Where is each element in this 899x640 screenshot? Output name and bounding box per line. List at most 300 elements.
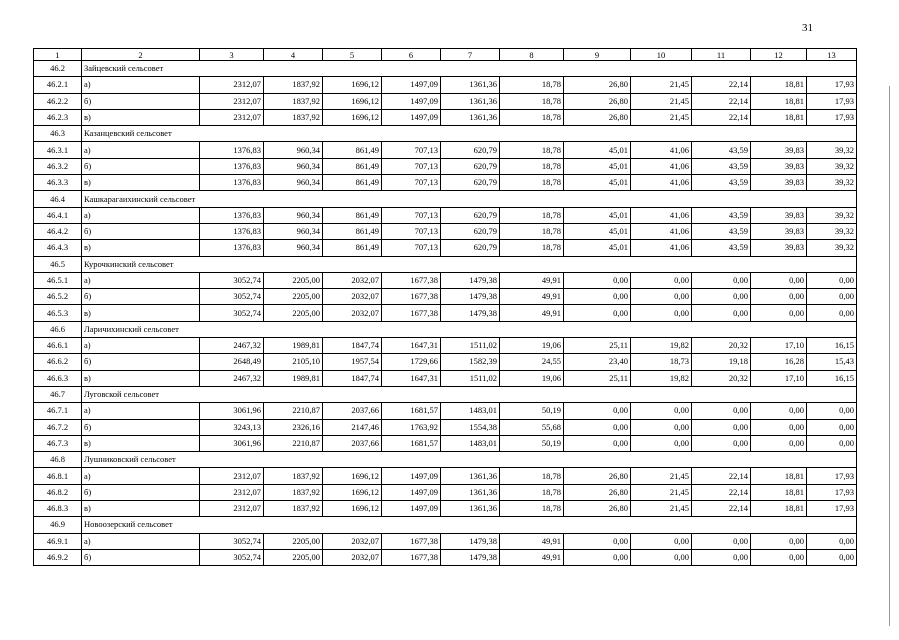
row-label: в) [82,175,200,191]
value-cell: 1647,31 [382,370,441,386]
value-cell: 18,78 [500,77,564,93]
value-cell: 3052,74 [200,305,264,321]
value-cell: 1696,12 [323,109,382,125]
value-cell: 0,00 [692,419,751,435]
value-cell: 0,00 [692,289,751,305]
value-cell: 18,81 [751,109,807,125]
row-label: в) [82,109,200,125]
value-cell: 2205,00 [264,272,323,288]
value-cell: 707,13 [382,240,441,256]
value-cell: 0,00 [807,272,857,288]
row-id: 46.4.2 [34,223,82,239]
value-cell: 1677,38 [382,549,441,565]
value-cell: 17,10 [751,338,807,354]
value-cell: 17,93 [807,109,857,125]
value-cell: 0,00 [751,289,807,305]
value-cell: 2205,00 [264,549,323,565]
value-cell: 3052,74 [200,289,264,305]
page-edge-line [889,86,890,626]
value-cell: 861,49 [323,240,382,256]
section-row [34,191,857,207]
value-cell: 19,18 [692,354,751,370]
value-cell: 50,19 [500,403,564,419]
value-cell: 620,79 [441,207,500,223]
value-cell: 1479,38 [441,305,500,321]
value-cell: 0,00 [807,289,857,305]
value-cell: 19,82 [631,370,692,386]
row-label: б) [82,223,200,239]
value-cell: 0,00 [751,435,807,451]
value-cell: 49,91 [500,272,564,288]
value-cell: 22,14 [692,77,751,93]
value-cell: 26,80 [564,484,631,500]
table-row [34,403,857,419]
value-cell: 18,78 [500,158,564,174]
value-cell: 2326,16 [264,419,323,435]
row-id: 46.3.1 [34,142,82,158]
value-cell: 25,11 [564,370,631,386]
table-row [34,533,857,549]
row-label: а) [82,207,200,223]
value-cell: 18,78 [500,207,564,223]
section-title: Курочкинский сельсовет [82,256,857,272]
value-cell: 0,00 [751,403,807,419]
value-cell: 18,73 [631,354,692,370]
value-cell: 3061,96 [200,403,264,419]
value-cell: 0,00 [564,289,631,305]
value-cell: 19,06 [500,370,564,386]
value-cell: 0,00 [751,419,807,435]
value-cell: 39,83 [751,175,807,191]
value-cell: 0,00 [751,305,807,321]
value-cell: 0,00 [631,549,692,565]
value-cell: 1696,12 [323,484,382,500]
value-cell: 861,49 [323,207,382,223]
value-cell: 1376,83 [200,175,264,191]
value-cell: 22,14 [692,109,751,125]
column-header: 2 [82,49,200,61]
value-cell: 25,11 [564,338,631,354]
value-cell: 2032,07 [323,305,382,321]
table-row [34,305,857,321]
row-id: 46.3.3 [34,175,82,191]
value-cell: 861,49 [323,142,382,158]
row-id: 46.8.2 [34,484,82,500]
value-cell: 1837,92 [264,484,323,500]
value-cell: 43,59 [692,240,751,256]
value-cell: 0,00 [692,403,751,419]
row-id: 46.7.1 [34,403,82,419]
value-cell: 1497,09 [382,501,441,517]
value-cell: 1376,83 [200,142,264,158]
value-cell: 0,00 [751,272,807,288]
value-cell: 0,00 [564,403,631,419]
value-cell: 43,59 [692,158,751,174]
value-cell: 22,14 [692,93,751,109]
value-cell: 2312,07 [200,109,264,125]
value-cell: 45,01 [564,175,631,191]
value-cell: 1837,92 [264,77,323,93]
value-cell: 0,00 [631,305,692,321]
table-row [34,158,857,174]
value-cell: 39,83 [751,223,807,239]
value-cell: 43,59 [692,207,751,223]
header-row [34,49,857,61]
value-cell: 1511,02 [441,338,500,354]
value-cell: 39,32 [807,240,857,256]
row-label: б) [82,484,200,500]
value-cell: 1554,38 [441,419,500,435]
row-label: б) [82,93,200,109]
table-row [34,142,857,158]
table-row [34,549,857,565]
value-cell: 0,00 [631,403,692,419]
row-label: в) [82,240,200,256]
table-row [34,338,857,354]
row-id: 46.5.1 [34,272,82,288]
value-cell: 1479,38 [441,289,500,305]
value-cell: 620,79 [441,240,500,256]
value-cell: 18,78 [500,223,564,239]
value-cell: 39,32 [807,142,857,158]
value-cell: 1483,01 [441,435,500,451]
row-id: 46.2 [34,61,82,77]
value-cell: 18,78 [500,142,564,158]
value-cell: 0,00 [631,435,692,451]
table-row [34,109,857,125]
value-cell: 2210,87 [264,403,323,419]
value-cell: 2312,07 [200,484,264,500]
value-cell: 0,00 [751,549,807,565]
page-number: 31 [802,22,813,34]
value-cell: 21,45 [631,484,692,500]
value-cell: 0,00 [692,435,751,451]
value-cell: 2032,07 [323,289,382,305]
value-cell: 22,14 [692,501,751,517]
row-label: а) [82,272,200,288]
row-id: 46.9.1 [34,533,82,549]
value-cell: 2312,07 [200,468,264,484]
value-cell: 960,34 [264,207,323,223]
table-row [34,93,857,109]
value-cell: 18,81 [751,77,807,93]
table-row [34,77,857,93]
row-label: а) [82,338,200,354]
value-cell: 620,79 [441,158,500,174]
section-title: Луговской сельсовет [82,386,857,402]
value-cell: 707,13 [382,207,441,223]
value-cell: 1376,83 [200,207,264,223]
value-cell: 16,15 [807,370,857,386]
value-cell: 26,80 [564,93,631,109]
value-cell: 0,00 [631,533,692,549]
table-row [34,289,857,305]
value-cell: 3052,74 [200,272,264,288]
value-cell: 2205,00 [264,305,323,321]
value-cell: 2467,32 [200,338,264,354]
section-title: Ларичихинский сельсовет [82,321,857,337]
row-label: б) [82,549,200,565]
value-cell: 18,78 [500,501,564,517]
row-id: 46.6.2 [34,354,82,370]
value-cell: 1497,09 [382,484,441,500]
column-header: 10 [631,49,692,61]
value-cell: 1479,38 [441,272,500,288]
value-cell: 1696,12 [323,93,382,109]
value-cell: 39,83 [751,240,807,256]
value-cell: 0,00 [564,305,631,321]
value-cell: 18,81 [751,484,807,500]
value-cell: 960,34 [264,142,323,158]
value-cell: 1483,01 [441,403,500,419]
value-cell: 39,32 [807,207,857,223]
value-cell: 21,45 [631,93,692,109]
row-id: 46.7.3 [34,435,82,451]
value-cell: 1847,74 [323,370,382,386]
row-id: 46.8 [34,452,82,468]
value-cell: 1847,74 [323,338,382,354]
value-cell: 1837,92 [264,109,323,125]
row-id: 46.6.1 [34,338,82,354]
row-label: а) [82,142,200,158]
value-cell: 1729,66 [382,354,441,370]
value-cell: 0,00 [807,305,857,321]
value-cell: 26,80 [564,468,631,484]
value-cell: 17,93 [807,501,857,517]
value-cell: 1497,09 [382,468,441,484]
column-header: 9 [564,49,631,61]
value-cell: 2205,00 [264,289,323,305]
section-row [34,61,857,77]
row-id: 46.2.1 [34,77,82,93]
value-cell: 1376,83 [200,158,264,174]
row-id: 46.2.2 [34,93,82,109]
section-row [34,517,857,533]
value-cell: 2032,07 [323,549,382,565]
value-cell: 23,40 [564,354,631,370]
value-cell: 1361,36 [441,501,500,517]
value-cell: 20,32 [692,338,751,354]
value-cell: 22,14 [692,484,751,500]
value-cell: 0,00 [807,549,857,565]
value-cell: 2467,32 [200,370,264,386]
value-cell: 18,78 [500,175,564,191]
row-id: 46.7 [34,386,82,402]
section-title: Казанцевский сельсовет [82,126,857,142]
value-cell: 18,78 [500,93,564,109]
value-cell: 0,00 [807,533,857,549]
value-cell: 49,91 [500,533,564,549]
section-title: Кашкарагаихинский сельсовет [82,191,857,207]
value-cell: 1763,92 [382,419,441,435]
value-cell: 620,79 [441,142,500,158]
value-cell: 0,00 [692,272,751,288]
row-id: 46.5.2 [34,289,82,305]
value-cell: 707,13 [382,175,441,191]
section-row [34,256,857,272]
row-id: 46.6 [34,321,82,337]
value-cell: 41,06 [631,175,692,191]
row-label: б) [82,354,200,370]
value-cell: 1582,39 [441,354,500,370]
value-cell: 861,49 [323,223,382,239]
value-cell: 2312,07 [200,93,264,109]
value-cell: 1696,12 [323,77,382,93]
value-cell: 0,00 [751,533,807,549]
value-cell: 0,00 [692,549,751,565]
value-cell: 1376,83 [200,223,264,239]
section-row [34,386,857,402]
column-header: 8 [500,49,564,61]
row-label: в) [82,435,200,451]
row-id: 46.9.2 [34,549,82,565]
value-cell: 0,00 [564,533,631,549]
value-cell: 21,45 [631,468,692,484]
value-cell: 0,00 [564,435,631,451]
value-cell: 43,59 [692,142,751,158]
value-cell: 2210,87 [264,435,323,451]
value-cell: 1677,38 [382,533,441,549]
value-cell: 1696,12 [323,501,382,517]
table-row [34,207,857,223]
value-cell: 18,78 [500,109,564,125]
value-cell: 41,06 [631,207,692,223]
table-row [34,501,857,517]
row-label: а) [82,403,200,419]
value-cell: 18,81 [751,468,807,484]
value-cell: 0,00 [631,272,692,288]
row-label: б) [82,289,200,305]
value-cell: 1479,38 [441,533,500,549]
value-cell: 1677,38 [382,289,441,305]
section-row [34,126,857,142]
value-cell: 49,91 [500,549,564,565]
table-row [34,223,857,239]
value-cell: 707,13 [382,142,441,158]
value-cell: 16,28 [751,354,807,370]
row-id: 46.9 [34,517,82,533]
row-label: б) [82,158,200,174]
value-cell: 21,45 [631,501,692,517]
value-cell: 1361,36 [441,468,500,484]
value-cell: 1837,92 [264,501,323,517]
value-cell: 960,34 [264,223,323,239]
value-cell: 18,78 [500,468,564,484]
value-cell: 24,55 [500,354,564,370]
value-cell: 0,00 [564,419,631,435]
table-row [34,240,857,256]
value-cell: 17,93 [807,77,857,93]
table-row [34,354,857,370]
value-cell: 2648,49 [200,354,264,370]
value-cell: 1989,81 [264,338,323,354]
table-row [34,272,857,288]
row-label: в) [82,370,200,386]
value-cell: 1677,38 [382,305,441,321]
row-id: 46.4.3 [34,240,82,256]
value-cell: 39,32 [807,223,857,239]
value-cell: 41,06 [631,158,692,174]
row-id: 46.3 [34,126,82,142]
value-cell: 0,00 [692,533,751,549]
value-cell: 2037,66 [323,403,382,419]
value-cell: 21,45 [631,109,692,125]
value-cell: 18,78 [500,484,564,500]
value-cell: 2205,00 [264,533,323,549]
value-cell: 39,83 [751,207,807,223]
value-cell: 861,49 [323,175,382,191]
row-id: 46.7.2 [34,419,82,435]
value-cell: 17,10 [751,370,807,386]
section-title: Новоозерский сельсовет [82,517,857,533]
value-cell: 2032,07 [323,533,382,549]
section-title: Лушниковский сельсовет [82,452,857,468]
value-cell: 2312,07 [200,77,264,93]
row-id: 46.2.3 [34,109,82,125]
column-header: 3 [200,49,264,61]
value-cell: 17,93 [807,468,857,484]
column-header: 5 [323,49,382,61]
value-cell: 19,82 [631,338,692,354]
row-label: в) [82,305,200,321]
value-cell: 39,83 [751,158,807,174]
row-label: а) [82,77,200,93]
value-cell: 707,13 [382,158,441,174]
value-cell: 39,83 [751,142,807,158]
row-id: 46.5 [34,256,82,272]
value-cell: 49,91 [500,289,564,305]
value-cell: 3243,13 [200,419,264,435]
value-cell: 45,01 [564,142,631,158]
value-cell: 3061,96 [200,435,264,451]
section-title: Зайцевский сельсовет [82,61,857,77]
value-cell: 0,00 [807,403,857,419]
table-body [34,61,857,566]
value-cell: 1989,81 [264,370,323,386]
value-cell: 0,00 [564,549,631,565]
value-cell: 2032,07 [323,272,382,288]
value-cell: 3052,74 [200,549,264,565]
row-label: а) [82,468,200,484]
value-cell: 15,43 [807,354,857,370]
value-cell: 41,06 [631,223,692,239]
value-cell: 26,80 [564,109,631,125]
row-label: б) [82,419,200,435]
value-cell: 2105,10 [264,354,323,370]
value-cell: 1361,36 [441,77,500,93]
row-id: 46.6.3 [34,370,82,386]
tariff-table [33,48,857,566]
value-cell: 861,49 [323,158,382,174]
column-header: 4 [264,49,323,61]
section-row [34,452,857,468]
value-cell: 16,15 [807,338,857,354]
value-cell: 41,06 [631,142,692,158]
value-cell: 960,34 [264,158,323,174]
value-cell: 1677,38 [382,272,441,288]
value-cell: 1361,36 [441,109,500,125]
value-cell: 620,79 [441,223,500,239]
value-cell: 1681,57 [382,435,441,451]
value-cell: 26,80 [564,77,631,93]
value-cell: 0,00 [631,289,692,305]
row-id: 46.3.2 [34,158,82,174]
value-cell: 45,01 [564,207,631,223]
value-cell: 960,34 [264,240,323,256]
value-cell: 3052,74 [200,533,264,549]
value-cell: 1376,83 [200,240,264,256]
table-row [34,468,857,484]
